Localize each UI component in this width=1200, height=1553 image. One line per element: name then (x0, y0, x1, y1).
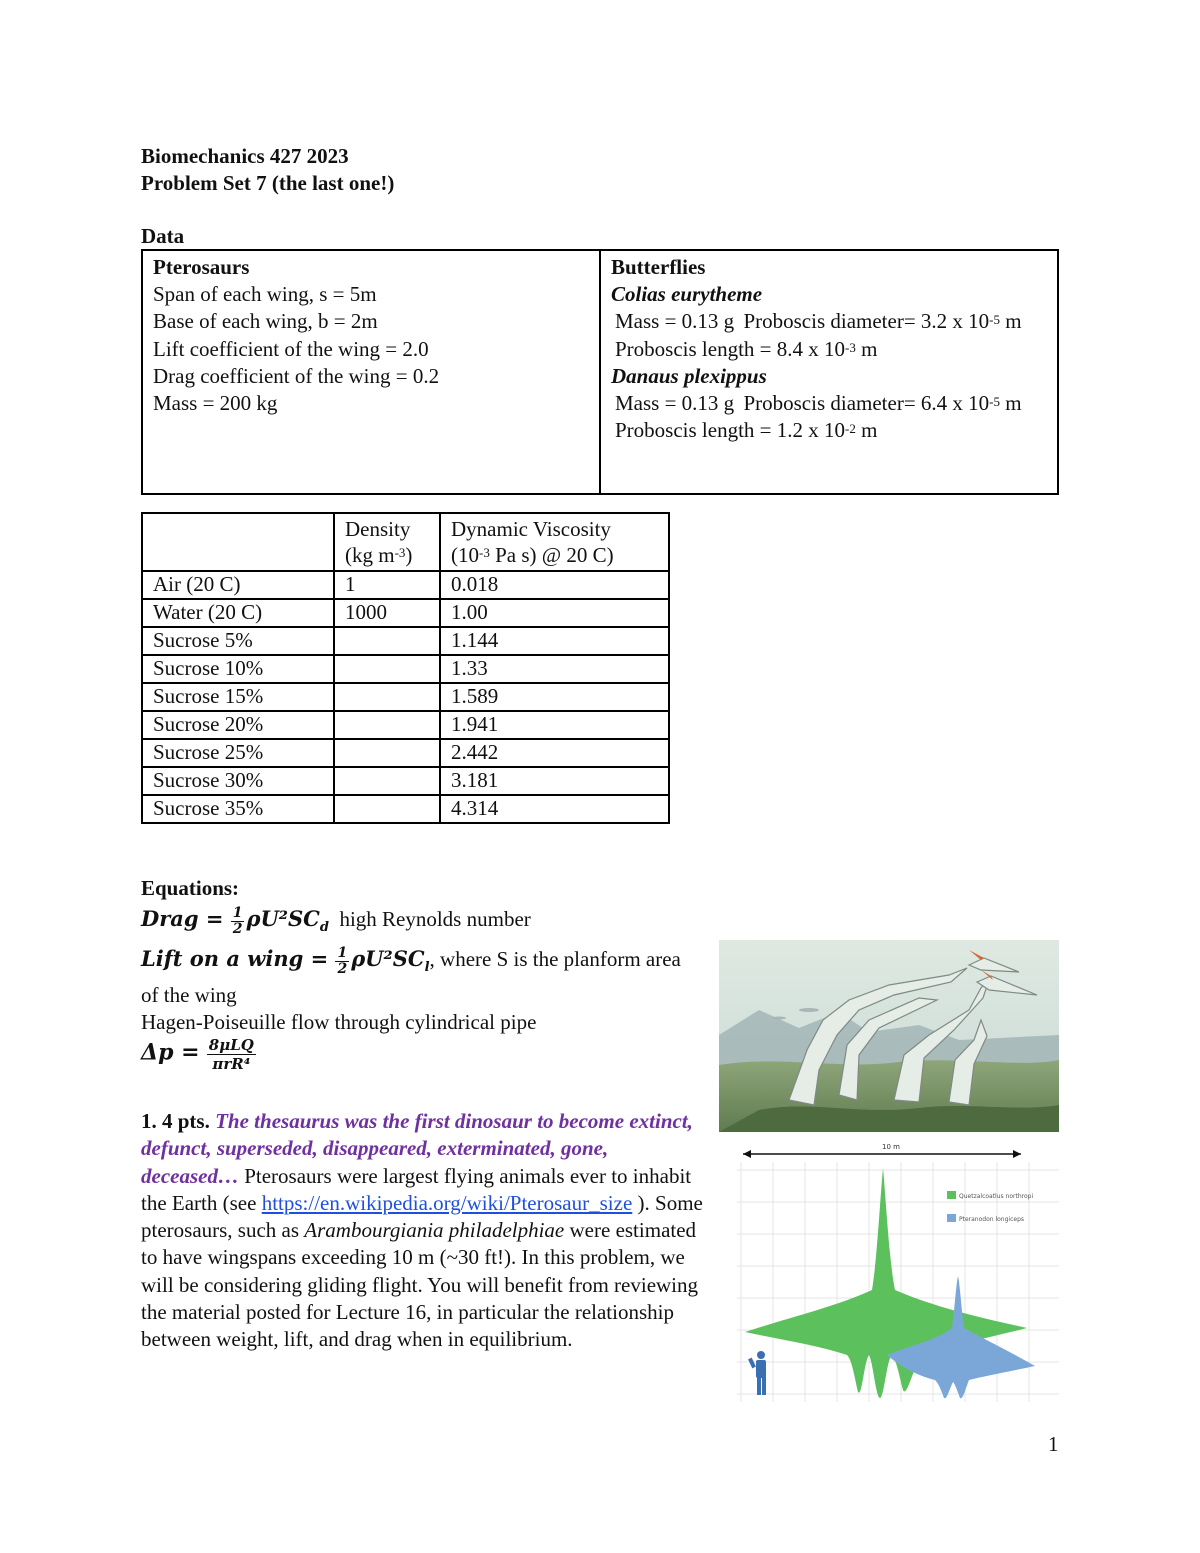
fluid-density-cell (334, 711, 440, 739)
problem-1: 1. 4 pts. The thesaurus was the first dinosaur to become extinct, defunct, superseded, disappeared, exterminated, gone, deceased… Pterosaurs were largest flying animals ever to inhabit the Earth (see https://en.wikipedia.org/wiki/Pterosaur_size ). Some pterosaurs, such as Arambourgiania philadelphiae were estimated to have wingspans exceeding 10 m (~30 ft!). In this problem, we will be considering gliding flight. You will benefit from reviewing the material posted for Lecture 16, in particular the relationship between weight, lift, and drag when in equilibrium. (141, 1109, 703, 1352)
fluid-viscosity-cell: 3.181 (440, 767, 669, 795)
fluid-viscosity-cell: 2.442 (440, 739, 669, 767)
fluid-density-cell (334, 739, 440, 767)
fluid-density-cell: 1000 (334, 599, 440, 627)
fluid-row (142, 711, 669, 739)
ptero-lift-coef: Lift coefficient of the wing = 2.0 (153, 336, 429, 361)
ptero-base: Base of each wing, b = 2m (153, 309, 378, 334)
fluid-row (142, 655, 669, 683)
fluid-viscosity-cell: 1.00 (440, 599, 669, 627)
density-header: Density (kg $m^{-3}$) (334, 513, 440, 571)
fluid-density-cell (334, 655, 440, 683)
fluid-row (142, 571, 669, 599)
pterosaur-painting (719, 940, 1059, 1132)
wikipedia-link[interactable]: https://en.wikipedia.org/wiki/Pterosaur_size (261, 1190, 633, 1215)
fluid-viscosity-cell: 1.33 (440, 655, 669, 683)
fluid-name-cell: Water (20 C) (142, 599, 334, 627)
species2-mass: Mass = 0.13 g (615, 391, 735, 416)
butterflies-cell (600, 250, 1058, 494)
pterosaurs-cell (142, 250, 600, 494)
fluid-name-cell: Sucrose 5% (142, 627, 334, 655)
fluid-name-cell: Sucrose 20% (142, 711, 334, 739)
legend-swatch-blue (947, 1214, 956, 1222)
lift-note-cont: of the wing (141, 983, 237, 1007)
species1-mass: Mass = 0.13 g (615, 309, 735, 334)
data-table (141, 249, 1059, 495)
equations-heading: Equations: (141, 876, 240, 900)
legend-label-1: Quetzalcoatlus northropi (959, 1193, 1034, 1200)
drag-equation: Drag = $\frac{1}{2}$ $\rho U^2SC_d$ high Reynolds number (141, 904, 531, 937)
species1-name: Colias eurytheme (611, 282, 763, 307)
fluid-row (142, 795, 669, 823)
lift-equation: Lift on a wing = $\frac{1}{2}$ $\rho U^2SC_l$, where S is the planform area (141, 944, 681, 977)
fluid-properties-table (141, 512, 670, 824)
fluid-viscosity-cell: 0.018 (440, 571, 669, 599)
fluid-density-cell (334, 683, 440, 711)
fluid-name-cell: Sucrose 30% (142, 767, 334, 795)
fluid-density-cell: 1 (334, 571, 440, 599)
ptero-mass: Mass = 200 kg (153, 391, 278, 416)
fluid-viscosity-cell: 1.589 (440, 683, 669, 711)
legend-swatch-green (947, 1191, 956, 1199)
scale-label: 10 m (882, 1143, 900, 1151)
thesaurus-joke: The thesaurus was the first dinosaur to become extinct, defunct, superseded, disappeared, exterminated, gone, deceased… (141, 1109, 693, 1188)
fluid-viscosity-cell: 4.314 (440, 795, 669, 823)
fluid-viscosity-cell: 1.144 (440, 627, 669, 655)
species2-diameter: Proboscis diameter= 6.4 x $10^{-5}$ m (743, 391, 1022, 416)
species2-name: Danaus plexippus (611, 363, 767, 388)
fluid-row (142, 767, 669, 795)
page-number: 1 (1048, 1432, 1059, 1456)
problem-set-title: Problem Set 7 (the last one!) (141, 171, 395, 195)
species1-diameter: Proboscis diameter= 3.2 x $10^{-5}$ m (743, 309, 1022, 334)
pressure-drop-equation: Δp = $\frac{\text{8μLQ}}{\text{πrR⁴}}$ (141, 1036, 254, 1073)
fluid-viscosity-cell: 1.941 (440, 711, 669, 739)
data-label: Data (141, 224, 185, 248)
fluid-row (142, 739, 669, 767)
fluid-row (142, 599, 669, 627)
fluid-name-cell: Air (20 C) (142, 571, 334, 599)
hagen-poiseuille-title: Hagen-Poiseuille flow through cylindrical pipe (141, 1010, 537, 1034)
fluid-density-cell (334, 795, 440, 823)
fluid-density-cell (334, 767, 440, 795)
species2-length: Proboscis length = 1.2 x $10^{-2}$ m (615, 418, 878, 443)
legend-label-2: Pteranodon longiceps (959, 1216, 1025, 1223)
ptero-span: Span of each wing, s = 5m (153, 282, 377, 307)
fluid-row (142, 627, 669, 655)
half-fraction: $\frac{1}{2}$ (232, 904, 243, 937)
ptero-drag-coef: Drag coefficient of the wing = 0.2 (153, 363, 440, 388)
fluid-name-cell: Sucrose 15% (142, 683, 334, 711)
butterflies-heading: Butterflies (611, 255, 706, 279)
document-title (141, 143, 394, 197)
species1-length: Proboscis length = 8.4 x $10^{-3}$ m (615, 336, 878, 361)
fluid-name-cell: Sucrose 10% (142, 655, 334, 683)
size-comparison-diagram (737, 1140, 1059, 1402)
viscosity-header: Dynamic Viscosity ($10^{-3}$ Pa s) @ 20 C) (440, 513, 669, 571)
empty-header (142, 513, 334, 571)
fluid-density-cell (334, 627, 440, 655)
fluid-row (142, 683, 669, 711)
fluid-name-cell: Sucrose 25% (142, 739, 334, 767)
fluid-name-cell: Sucrose 35% (142, 795, 334, 823)
pterosaurs-heading: Pterosaurs (153, 255, 250, 279)
species-name: Arambourgiania philadelphiae (304, 1218, 565, 1243)
course-title: Biomechanics 427 2023 (141, 144, 349, 168)
